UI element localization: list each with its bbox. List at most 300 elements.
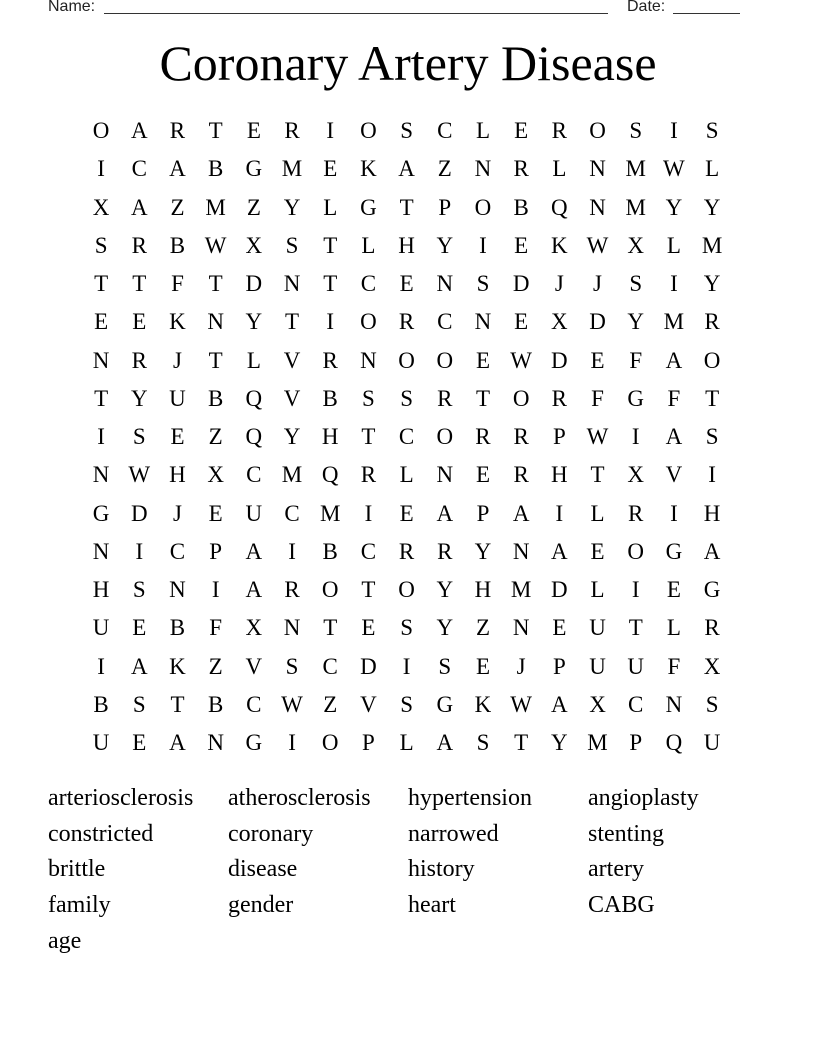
grid-letter[interactable]: X	[245, 232, 263, 258]
grid-letter[interactable]: K	[169, 309, 186, 335]
grid-letter[interactable]: E	[132, 730, 147, 755]
grid-letter[interactable]: N	[169, 577, 186, 602]
grid-letter[interactable]: L	[475, 118, 490, 143]
grid-letter[interactable]: M	[205, 194, 226, 220]
grid-letter[interactable]: R	[551, 385, 568, 411]
grid-letter[interactable]: T	[361, 424, 376, 449]
grid-letter[interactable]: V	[245, 653, 263, 679]
grid-letter[interactable]: E	[475, 653, 490, 679]
grid-letter[interactable]: T	[94, 385, 109, 411]
grid-letter[interactable]: Q	[245, 424, 263, 449]
grid-letter[interactable]: R	[131, 347, 147, 373]
grid-letter[interactable]: Y	[551, 730, 568, 755]
grid-letter[interactable]: E	[514, 118, 529, 143]
grid-letter[interactable]: O	[436, 424, 454, 449]
grid-letter[interactable]: J	[554, 271, 564, 296]
grid-letter[interactable]: A	[130, 118, 148, 143]
grid-letter[interactable]: C	[322, 653, 338, 679]
grid-letter[interactable]: L	[246, 347, 261, 373]
grid-letter[interactable]: T	[170, 691, 185, 717]
grid-letter[interactable]: Z	[170, 194, 185, 220]
grid-letter[interactable]: S	[285, 232, 299, 258]
grid-letter[interactable]: O	[398, 577, 415, 602]
grid-letter[interactable]: D	[551, 347, 568, 373]
grid-letter[interactable]: E	[475, 462, 490, 488]
word-bank	[48, 780, 768, 958]
grid-letter[interactable]: I	[326, 118, 335, 143]
grid-letter[interactable]: S	[438, 653, 452, 679]
grid-letter[interactable]: B	[322, 538, 338, 564]
grid-letter[interactable]: E	[590, 347, 605, 373]
grid-letter[interactable]: W	[586, 232, 609, 258]
grid-letter[interactable]: W	[281, 691, 303, 717]
grid-letter[interactable]: Y	[436, 232, 454, 258]
grid-letter[interactable]: D	[551, 577, 568, 602]
grid-letter[interactable]: L	[590, 577, 605, 602]
grid-letter[interactable]: C	[169, 538, 186, 564]
grid-letter[interactable]: R	[284, 577, 300, 602]
grid-letter[interactable]: S	[400, 118, 413, 143]
grid-letter[interactable]: I	[288, 538, 296, 564]
grid-letter[interactable]: M	[281, 462, 303, 488]
grid-letter[interactable]: T	[323, 615, 338, 641]
grid-letter[interactable]: I	[97, 653, 105, 679]
grid-letter[interactable]: G	[245, 156, 263, 182]
grid-letter[interactable]: M	[510, 577, 532, 602]
grid-letter[interactable]: G	[245, 730, 263, 755]
grid-letter[interactable]: Y	[665, 194, 683, 220]
grid-letter[interactable]: K	[360, 156, 377, 182]
grid-letter[interactable]: E	[132, 309, 147, 335]
grid-letter[interactable]: N	[665, 691, 683, 717]
grid-letter[interactable]: H	[398, 232, 415, 258]
grid-letter[interactable]: A	[436, 500, 454, 526]
grid-letter[interactable]: N	[92, 347, 110, 373]
grid-letter[interactable]: A	[551, 691, 568, 717]
grid-letter[interactable]: B	[207, 385, 224, 411]
page-title: Coronary Artery Disease	[159, 35, 657, 91]
grid-letter[interactable]: T	[705, 385, 720, 411]
grid-letter[interactable]: G	[703, 577, 721, 602]
grid-letter[interactable]: F	[667, 653, 681, 679]
grid-letter[interactable]: B	[93, 691, 109, 717]
grid-letter[interactable]: C	[628, 691, 644, 717]
grid-letter[interactable]: A	[245, 538, 263, 564]
grid-letter[interactable]: T	[285, 309, 300, 335]
grid-letter[interactable]: U	[627, 653, 645, 679]
grid-letter[interactable]: Q	[665, 730, 683, 755]
grid-letter[interactable]: I	[670, 500, 678, 526]
grid-letter[interactable]: C	[360, 271, 377, 296]
grid-letter[interactable]: M	[625, 194, 646, 220]
grid-letter[interactable]: O	[474, 194, 492, 220]
grid-letter[interactable]: O	[627, 538, 645, 564]
grid-letter[interactable]: E	[246, 118, 261, 143]
grid-letter[interactable]: D	[245, 271, 263, 296]
word-list-item: family	[48, 892, 111, 919]
grid-letter[interactable]: X	[551, 309, 568, 335]
grid-letter[interactable]: D	[130, 500, 148, 526]
grid-letter[interactable]: E	[552, 615, 567, 641]
grid-letter[interactable]: E	[208, 500, 223, 526]
grid-letter[interactable]: I	[708, 462, 716, 488]
grid-letter[interactable]: X	[207, 462, 224, 488]
grid-letter[interactable]: Z	[475, 615, 490, 641]
grid-letter[interactable]: A	[169, 156, 186, 182]
grid-letter[interactable]: I	[631, 424, 640, 449]
grid-letter[interactable]: N	[92, 538, 110, 564]
grid-letter[interactable]: F	[591, 385, 604, 411]
grid-letter[interactable]: O	[321, 730, 339, 755]
grid-letter[interactable]: B	[322, 385, 338, 411]
grid-letter[interactable]: F	[667, 385, 681, 411]
grid-letter[interactable]: O	[360, 118, 377, 143]
grid-letter[interactable]: R	[169, 118, 186, 143]
grid-letter[interactable]: Z	[208, 653, 223, 679]
grid-letter[interactable]: H	[321, 424, 339, 449]
grid-letter[interactable]: S	[705, 691, 719, 717]
grid-letter[interactable]: V	[360, 691, 377, 717]
grid-letter[interactable]: E	[666, 577, 681, 602]
grid-letter[interactable]: Q	[551, 194, 568, 220]
grid-letter[interactable]: M	[663, 309, 685, 335]
grid-letter[interactable]: E	[361, 615, 376, 641]
grid-letter[interactable]: W	[586, 424, 609, 449]
grid-letter[interactable]: A	[169, 730, 186, 755]
grid-letter[interactable]: L	[590, 500, 605, 526]
grid-letter[interactable]: N	[92, 462, 110, 488]
grid-letter[interactable]: R	[437, 538, 453, 564]
grid-letter[interactable]: S	[705, 118, 719, 143]
grid-letter[interactable]: B	[207, 156, 224, 182]
grid-letter[interactable]: I	[364, 500, 373, 526]
grid-letter[interactable]: S	[476, 271, 490, 296]
grid-letter[interactable]: B	[169, 615, 186, 641]
word-list-item: arteriosclerosis	[48, 785, 194, 811]
grid-letter[interactable]: O	[92, 118, 110, 143]
grid-letter[interactable]: I	[97, 424, 105, 449]
grid-letter[interactable]: E	[514, 232, 529, 258]
grid-letter[interactable]: W	[128, 462, 151, 488]
grid-letter[interactable]: N	[207, 730, 224, 755]
grid-letter[interactable]: I	[135, 538, 144, 564]
grid-letter[interactable]: I	[402, 653, 411, 679]
grid-letter[interactable]: N	[589, 194, 606, 220]
grid-letter[interactable]: D	[589, 309, 606, 335]
grid-letter[interactable]: D	[360, 653, 377, 679]
grid-letter[interactable]: X	[627, 232, 645, 258]
grid-letter[interactable]: W	[510, 347, 533, 373]
grid-letter[interactable]: Q	[321, 462, 339, 488]
grid-letter[interactable]: T	[399, 194, 414, 220]
grid-letter[interactable]: S	[476, 730, 490, 755]
grid-letter[interactable]: T	[208, 118, 223, 143]
grid-letter[interactable]: V	[283, 385, 301, 411]
grid-letter[interactable]: T	[94, 271, 109, 296]
grid-letter[interactable]: P	[209, 538, 223, 564]
grid-letter[interactable]: P	[362, 730, 375, 755]
grid-letter[interactable]: G	[360, 194, 377, 220]
grid-letter[interactable]: M	[587, 730, 608, 755]
grid-letter[interactable]: T	[132, 271, 147, 296]
grid-letter[interactable]: K	[551, 232, 568, 258]
grid-letter[interactable]: P	[476, 500, 490, 526]
grid-letter[interactable]: T	[628, 615, 643, 641]
grid-letter[interactable]: I	[326, 309, 335, 335]
grid-letter[interactable]: J	[172, 500, 182, 526]
grid-letter[interactable]: A	[130, 194, 148, 220]
grid-letter[interactable]: R	[360, 462, 377, 488]
grid-letter[interactable]: L	[666, 615, 681, 641]
grid-letter[interactable]: C	[398, 424, 415, 449]
grid-letter[interactable]: W	[663, 156, 685, 182]
grid-letter[interactable]: A	[665, 347, 683, 373]
grid-letter[interactable]: F	[171, 271, 184, 296]
grid-letter[interactable]: O	[360, 309, 377, 335]
grid-letter[interactable]: G	[92, 500, 110, 526]
grid-letter[interactable]: Y	[283, 194, 301, 220]
grid-letter[interactable]: R	[513, 424, 529, 449]
grid-letter[interactable]: D	[512, 271, 530, 296]
grid-letter[interactable]: G	[627, 385, 645, 411]
grid-letter[interactable]: N	[512, 615, 530, 641]
grid-letter[interactable]: T	[323, 232, 338, 258]
grid-letter[interactable]: B	[513, 194, 529, 220]
grid-letter[interactable]: U	[589, 653, 606, 679]
grid-letter[interactable]: N	[207, 309, 224, 335]
grid-letter[interactable]: N	[474, 156, 492, 182]
grid-letter[interactable]: O	[321, 577, 339, 602]
grid-letter[interactable]: M	[701, 232, 723, 258]
grid-letter[interactable]: A	[665, 424, 683, 449]
grid-letter[interactable]: R	[398, 309, 415, 335]
grid-letter[interactable]: O	[512, 385, 530, 411]
grid-letter[interactable]: R	[628, 500, 644, 526]
grid-letter[interactable]: R	[704, 615, 720, 641]
grid-letter[interactable]: T	[208, 271, 223, 296]
grid-letter[interactable]: P	[438, 194, 452, 220]
grid-letter[interactable]: X	[245, 615, 263, 641]
grid-letter[interactable]: H	[703, 500, 721, 526]
grid-letter[interactable]: A	[512, 500, 530, 526]
grid-letter[interactable]: Z	[437, 156, 452, 182]
grid-letter[interactable]: R	[704, 309, 720, 335]
grid-letter[interactable]: S	[629, 271, 643, 296]
grid-letter[interactable]: T	[208, 347, 223, 373]
grid-letter[interactable]: R	[551, 118, 568, 143]
grid-letter[interactable]: L	[666, 232, 681, 258]
grid-letter[interactable]: X	[627, 462, 645, 488]
grid-letter[interactable]: V	[665, 462, 683, 488]
grid-letter[interactable]: S	[132, 691, 146, 717]
grid-letter[interactable]: I	[670, 271, 678, 296]
grid-letter[interactable]: W	[204, 232, 227, 258]
grid-letter[interactable]: C	[437, 309, 453, 335]
grid-letter[interactable]: N	[283, 615, 301, 641]
grid-letter[interactable]: N	[436, 271, 454, 296]
grid-letter[interactable]: W	[510, 691, 533, 717]
grid-letter[interactable]: S	[400, 615, 413, 641]
grid-letter[interactable]: R	[322, 347, 338, 373]
grid-letter[interactable]: P	[629, 730, 643, 755]
grid-letter[interactable]: I	[97, 156, 105, 182]
grid-letter[interactable]: S	[362, 385, 375, 411]
grid-letter[interactable]: G	[436, 691, 454, 717]
date-label: Date:	[627, 0, 666, 15]
grid-letter[interactable]: O	[436, 347, 454, 373]
grid-letter[interactable]: P	[552, 424, 566, 449]
grid-letter[interactable]: M	[281, 156, 303, 182]
grid-letter[interactable]: L	[361, 232, 376, 258]
grid-letter[interactable]: P	[552, 653, 566, 679]
grid-letter[interactable]: J	[172, 347, 182, 373]
grid-letter[interactable]: E	[399, 271, 414, 296]
grid-letter[interactable]: S	[705, 424, 719, 449]
grid-letter[interactable]: H	[92, 577, 110, 602]
grid-letter[interactable]: V	[283, 347, 301, 373]
grid-letter[interactable]: N	[436, 462, 454, 488]
grid-letter[interactable]: A	[551, 538, 568, 564]
grid-letter[interactable]: S	[132, 577, 146, 602]
grid-letter[interactable]: R	[513, 156, 529, 182]
grid-letter[interactable]: I	[479, 232, 487, 258]
grid-letter[interactable]: I	[288, 730, 296, 755]
grid-letter[interactable]: I	[211, 577, 220, 602]
grid-letter[interactable]: U	[169, 385, 186, 411]
grid-letter[interactable]: N	[283, 271, 301, 296]
grid-letter[interactable]: T	[323, 271, 338, 296]
word-list-item: gender	[228, 892, 294, 919]
grid-letter[interactable]: Y	[627, 309, 645, 335]
grid-letter[interactable]: E	[399, 500, 414, 526]
grid-letter[interactable]: C	[437, 118, 453, 143]
grid-letter[interactable]: G	[665, 538, 683, 564]
grid-letter[interactable]: S	[94, 232, 108, 258]
grid-letter[interactable]: K	[169, 653, 186, 679]
grid-letter[interactable]: E	[132, 615, 147, 641]
grid-letter[interactable]: C	[131, 156, 147, 182]
date-blank-line[interactable]	[673, 13, 740, 14]
grid-letter[interactable]: C	[246, 462, 262, 488]
grid-letter[interactable]: M	[319, 500, 341, 526]
grid-letter[interactable]: L	[552, 156, 567, 182]
grid-letter[interactable]: K	[474, 691, 492, 717]
grid-letter[interactable]: R	[398, 538, 415, 564]
grid-letter[interactable]: B	[169, 232, 186, 258]
grid-letter[interactable]: I	[670, 118, 678, 143]
grid-letter[interactable]: R	[475, 424, 491, 449]
grid-letter[interactable]: R	[437, 385, 453, 411]
grid-letter[interactable]: J	[516, 653, 526, 679]
grid-letter[interactable]: E	[94, 309, 109, 335]
grid-letter[interactable]: H	[551, 462, 568, 488]
grid-letter[interactable]: E	[170, 424, 185, 449]
grid-letter[interactable]: Y	[436, 577, 454, 602]
grid-letter[interactable]: X	[703, 653, 721, 679]
grid-letter[interactable]: J	[593, 271, 602, 296]
grid-letter[interactable]: C	[284, 500, 300, 526]
grid-letter[interactable]: S	[400, 385, 413, 411]
grid-letter[interactable]: N	[360, 347, 377, 373]
grid-letter[interactable]: H	[474, 577, 492, 602]
grid-letter[interactable]: S	[285, 653, 299, 679]
grid-letter[interactable]: L	[705, 156, 720, 182]
grid-letter[interactable]: N	[512, 538, 530, 564]
grid-letter[interactable]: L	[399, 462, 414, 488]
grid-letter[interactable]: Y	[283, 424, 301, 449]
grid-letter[interactable]: N	[474, 309, 492, 335]
grid-letter[interactable]: E	[590, 538, 605, 564]
grid-letter[interactable]: A	[245, 577, 263, 602]
grid-letter[interactable]: U	[92, 615, 110, 641]
word-list-item: atherosclerosis	[228, 785, 371, 811]
grid-letter[interactable]: Z	[208, 424, 223, 449]
grid-letter[interactable]: A	[398, 156, 415, 182]
grid-letter[interactable]: Y	[245, 309, 263, 335]
grid-letter[interactable]: O	[703, 347, 721, 373]
grid-letter[interactable]: T	[475, 385, 490, 411]
grid-letter[interactable]: H	[169, 462, 186, 488]
grid-letter[interactable]: R	[513, 462, 529, 488]
grid-letter[interactable]: U	[589, 615, 606, 641]
grid-letter[interactable]: C	[360, 538, 377, 564]
grid-letter[interactable]: Y	[436, 615, 454, 641]
grid-letter[interactable]: Z	[323, 691, 338, 717]
grid-letter[interactable]: A	[703, 538, 721, 564]
grid-letter[interactable]: A	[436, 730, 454, 755]
grid-letter[interactable]: L	[323, 194, 338, 220]
grid-letter[interactable]: O	[398, 347, 415, 373]
grid-letter[interactable]: Y	[703, 194, 721, 220]
grid-letter[interactable]: F	[629, 347, 643, 373]
grid-letter[interactable]: U	[92, 730, 110, 755]
grid-letter[interactable]: F	[209, 615, 223, 641]
grid-letter[interactable]: L	[399, 730, 414, 755]
grid-letter[interactable]: I	[555, 500, 564, 526]
word-list-item: hypertension	[408, 785, 532, 811]
grid-letter[interactable]: X	[92, 194, 110, 220]
grid-letter[interactable]: Q	[245, 385, 263, 411]
grid-letter[interactable]: N	[589, 156, 606, 182]
grid-letter[interactable]: T	[361, 577, 376, 602]
grid-letter[interactable]: I	[631, 577, 640, 602]
grid-letter[interactable]: U	[703, 730, 721, 755]
letter-grid	[82, 112, 731, 762]
grid-letter[interactable]: T	[514, 730, 529, 755]
grid-letter[interactable]: Z	[246, 194, 261, 220]
name-blank-line[interactable]	[104, 13, 608, 14]
grid-letter[interactable]: X	[589, 691, 606, 717]
grid-letter[interactable]: B	[207, 691, 224, 717]
grid-letter[interactable]: Y	[130, 385, 148, 411]
grid-letter[interactable]: Y	[474, 538, 492, 564]
grid-letter[interactable]: M	[625, 156, 646, 182]
grid-letter[interactable]: E	[475, 347, 490, 373]
grid-letter[interactable]: S	[132, 424, 146, 449]
grid-letter[interactable]: O	[589, 118, 606, 143]
grid-letter[interactable]: R	[131, 232, 147, 258]
grid-letter[interactable]: U	[245, 500, 263, 526]
grid-letter[interactable]: R	[284, 118, 300, 143]
grid-letter[interactable]: Y	[703, 271, 721, 296]
grid-letter[interactable]: S	[400, 691, 413, 717]
grid-letter[interactable]: S	[629, 118, 643, 143]
grid-letter[interactable]: E	[323, 156, 338, 182]
grid-letter[interactable]: A	[130, 653, 148, 679]
grid-letter[interactable]: C	[246, 691, 262, 717]
grid-letter[interactable]: E	[514, 309, 529, 335]
grid-letter[interactable]: T	[590, 462, 605, 488]
